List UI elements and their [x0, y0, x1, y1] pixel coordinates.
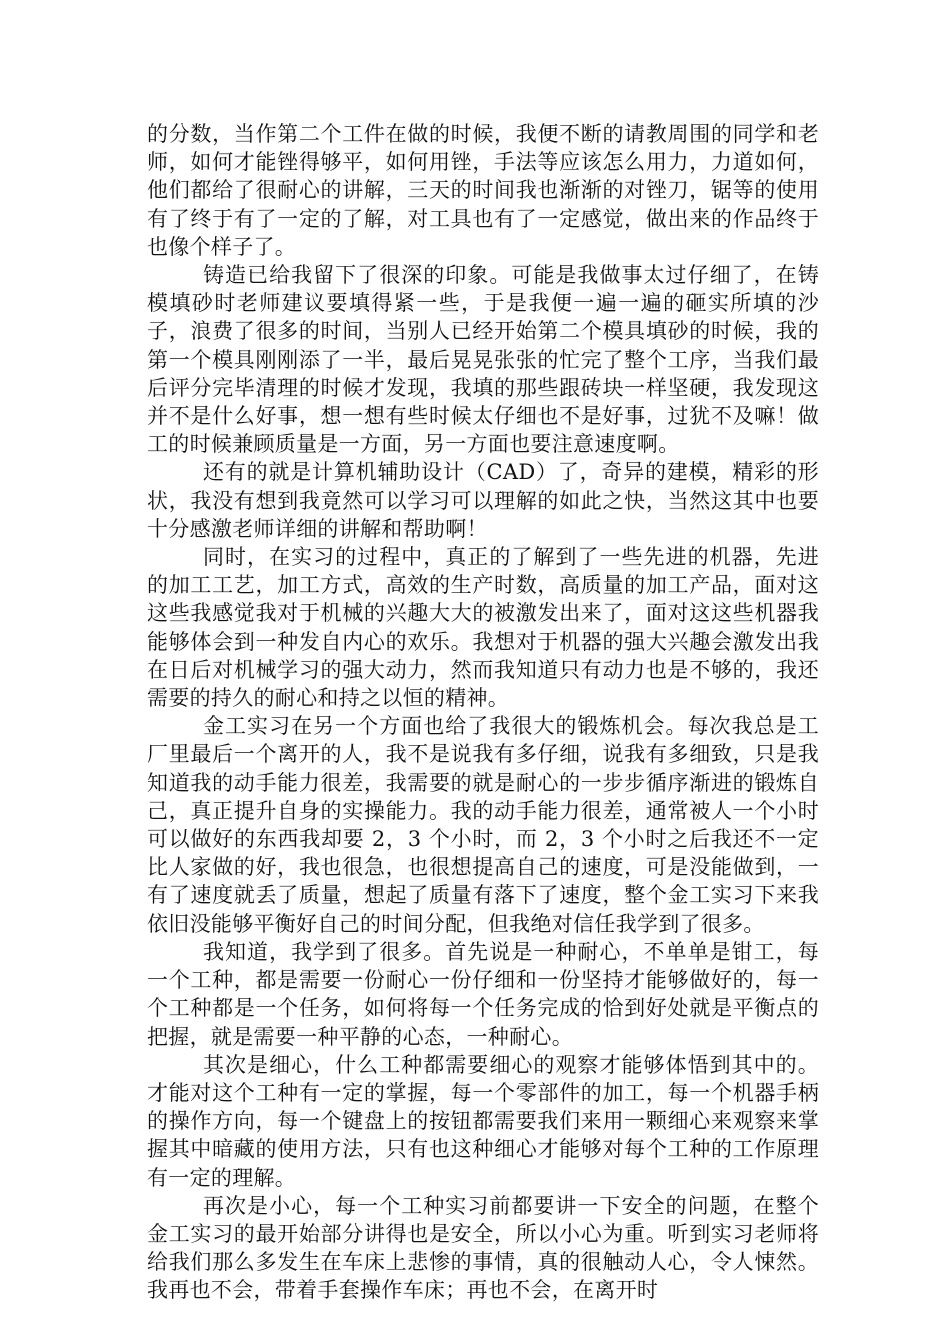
- paragraph-5: 金工实习在另一个方面也给了我很大的锻炼机会。每次我总是工厂里最后一个离开的人，我不是说我有多仔细，说我有多细致，只是我知道我的动手能力很差，我需要的就是耐心的一步步循序渐进的锻炼自己，真正提升自身的实操能力。我的动手能力很差，通常被人一个小时可以做好的东西我却要 2，3 个小时，而 2，3 个小时之后我还不一定比人家做的好，我也很急，也很想提高自己的速度，可是没能做到，一有了速度就丢了质量，想起了质量有落下了速度，整个金工实习下来我依旧没能够平衡好自己的时间分配，但我绝对信任我学到了很多。: [147, 714, 819, 936]
- paragraph-7: 其次是细心，什么工种都需要细心的观察才能够体悟到其中的。才能对这个工种有一定的掌握，每一个零部件的加工，每一个机器手柄的操作方向，每一个键盘上的按钮都需要我们来用一颗细心来观察来掌握其中暗藏的使用方法，只有也这种细心才能够对每个工种的工作原理有一定的理解。: [147, 1052, 819, 1190]
- paragraph-6: 我知道，我学到了很多。首先说是一种耐心，不单单是钳工，每一个工种，都是需要一份耐心一份仔细和一份坚持才能够做好的，每一个工种都是一个任务，如何将每一个任务完成的恰到好处就是平衡点的把握，就是需要一种平静的心态，一种耐心。: [147, 939, 819, 1049]
- paragraph-8: 再次是小心，每一个工种实习前都要讲一下安全的问题，在整个金工实习的最开始部分讲得也是安全，所以小心为重。听到实习老师将给我们那么多发生在车床上悲惨的事情，真的很触动人心，令人悚然。我再也不会，带着手套操作车床；再也不会，在离开时: [147, 1193, 819, 1303]
- document-body: [147, 120, 819, 1305]
- paragraph-3: 还有的就是计算机辅助设计（CAD）了，奇异的建模，精彩的形状，我没有想到我竟然可以学习可以理解的如此之快，当然这其中也要十分感激老师详细的讲解和帮助啊！: [147, 460, 819, 541]
- paragraph-4: 同时，在实习的过程中，真正的了解到了一些先进的机器，先进的加工工艺，加工方式，高效的生产时数，高质量的加工产品，面对这这些我感觉我对于机械的兴趣大大的被激发出来了，面对这这些机器我能够体会到一种发自内心的欢乐。我想对于机器的强大兴趣会激发出我在日后对机械学习的强大动力，然而我知道只有动力也是不够的，我还需要的持久的耐心和持之以恒的精神。: [147, 545, 819, 711]
- paragraph-1: 的分数，当作第二个工件在做的时候，我便不断的请教周围的同学和老师，如何才能锉得够平，如何用锉，手法等应该怎么用力，力道如何，他们都给了很耐心的讲解，三天的时间我也渐渐的对锉刀，锯等的使用有了终于有了一定的了解，对工具也有了一定感觉，做出来的作品终于也像个样子了。: [147, 122, 819, 259]
- paragraph-2: 铸造已给我留下了很深的印象。可能是我做事太过仔细了，在铸模填砂时老师建议要填得紧一些，于是我便一遍一遍的砸实所填的沙子，浪费了很多的时间，当别人已经开始第二个模具填砂的时候，我的第一个模具刚刚添了一半，最后晃晃张张的忙完了整个工序，当我们最后评分完毕清理的时候才发现，我填的那些跟砖块一样坚硬，我发现这并不是什么好事，想一想有些时候太仔细也不是好事，过犹不及嘛！做工的时候兼顾质量是一方面，另一方面也要注意速度啊。: [147, 263, 819, 457]
